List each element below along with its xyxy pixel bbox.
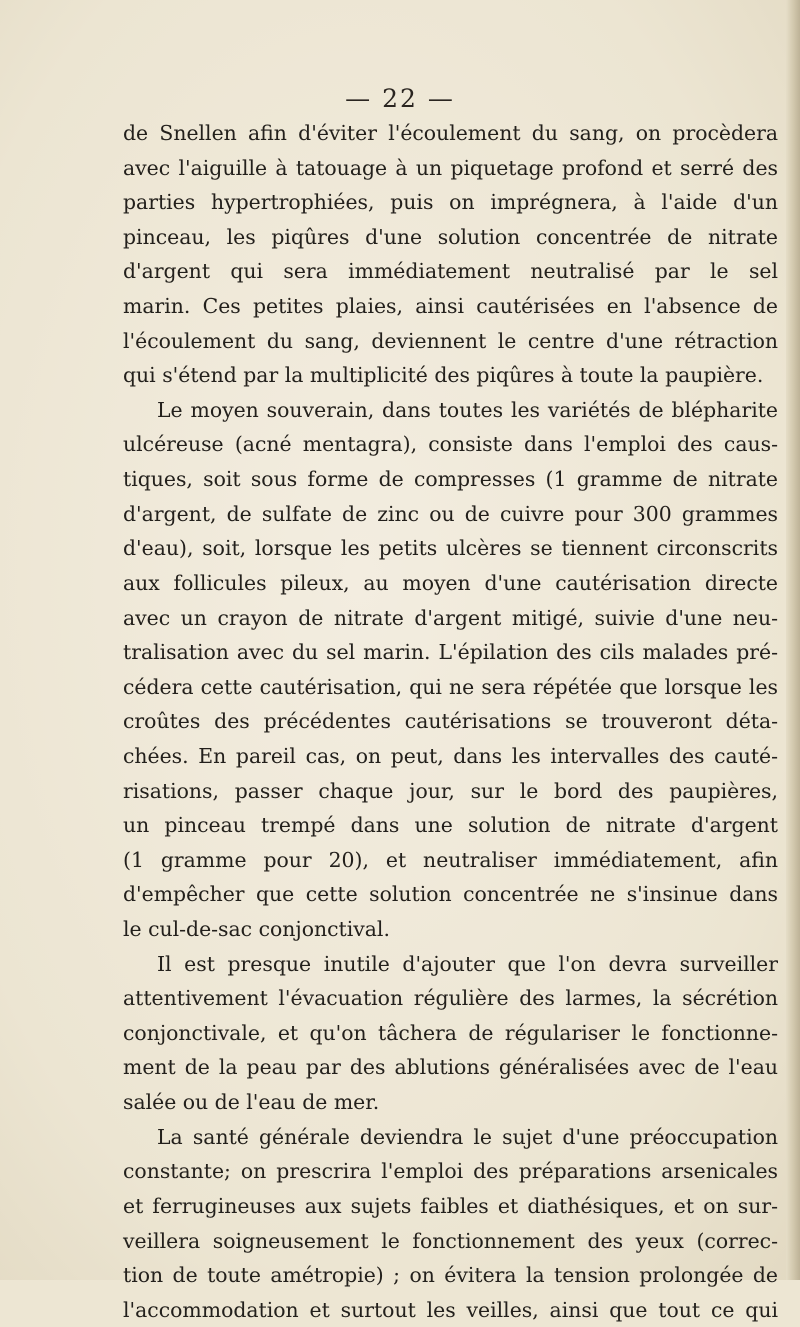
text-line: avec l'aiguille à tatouage à un piquetage profond et serré des <box>123 155 778 180</box>
text-line: un pinceau trempé dans une solution de nitrate d'argent <box>123 813 778 838</box>
text-line: veillera soigneusement le fonctionnement des yeux (correc- <box>123 1228 778 1253</box>
text-line: salée ou de l'eau de mer. <box>123 1090 380 1115</box>
text-line: d'empêcher que cette solution concentrée ne s'insinue dans <box>123 882 778 907</box>
paragraph <box>123 1120 778 1327</box>
text-line: marin. Ces petites plaies, ainsi cautérisées en l'absence de <box>123 294 778 319</box>
text-line: le cul-de-sac conjonctival. <box>123 917 390 942</box>
text-line: (1 gramme pour 20), et neutraliser immédiatement, afin <box>123 847 778 872</box>
text-line: qui s'étend par la multiplicité des piqûres à toute la paupière. <box>123 363 764 388</box>
text-line: risations, passer chaque jour, sur le bord des paupières, <box>123 778 778 803</box>
text-line: et ferrugineuses aux sujets faibles et diathésiques, et on sur- <box>123 1193 778 1218</box>
text-line: aux follicules pileux, au moyen d'une cautérisation directe <box>123 570 778 595</box>
text-line: tiques, soit sous forme de compresses (1 gramme de nitrate <box>123 467 778 492</box>
text-line: tion de toute amétropie) ; on évitera la tension prolongée de <box>123 1263 778 1288</box>
text-line: l'écoulement du sang, deviennent le centre d'une rétraction <box>123 328 778 353</box>
text-line: chées. En pareil cas, on peut, dans les intervalles des cauté- <box>123 743 778 768</box>
text-line: pinceau, les piqûres d'une solution concentrée de nitrate <box>123 224 778 249</box>
text-line: Le moyen souverain, dans toutes les variétés de blépharite <box>157 397 778 422</box>
page-edge <box>786 0 800 1280</box>
text-line: d'eau), soit, lorsque les petits ulcères se tiennent circonscrits <box>123 536 778 561</box>
text-line: Il est presque inutile d'ajouter que l'on devra surveiller <box>157 951 778 976</box>
body-text <box>123 116 778 1327</box>
text-line: cédera cette cautérisation, qui ne sera répétée que lorsque les <box>123 674 778 699</box>
text-line: ulcéreuse (acné mentagra), consiste dans l'emploi des caus- <box>123 432 778 457</box>
text-line: d'argent, de sulfate de zinc ou de cuivre pour 300 grammes <box>123 501 778 526</box>
paragraph <box>123 947 778 1120</box>
text-line: conjonctivale, et qu'on tâchera de régulariser le fonctionne- <box>123 1020 778 1045</box>
text-line: tralisation avec du sel marin. L'épilation des cils malades pré- <box>123 640 778 665</box>
text-line: La santé générale deviendra le sujet d'une préoccupation <box>157 1124 778 1149</box>
text-line: avec un crayon de nitrate d'argent mitigé, suivie d'une neu- <box>123 605 778 630</box>
text-line: d'argent qui sera immédiatement neutralisé par le sel <box>123 259 778 284</box>
text-line: attentivement l'évacuation régulière des larmes, la sécrétion <box>123 986 778 1011</box>
text-line: croûtes des précédentes cautérisations se trouveront déta- <box>123 709 778 734</box>
text-line: l'accommodation et surtout les veilles, ainsi que tout ce qui <box>123 1297 778 1322</box>
paragraph <box>123 116 778 393</box>
page-number: — 22 — <box>345 84 455 113</box>
text-line: ment de la peau par des ablutions généralisées avec de l'eau <box>123 1055 778 1080</box>
text-line: constante; on prescrira l'emploi des préparations arsenicales <box>123 1159 778 1184</box>
paragraph <box>123 393 778 947</box>
text-line: de Snellen afin d'éviter l'écoulement du sang, on procèdera <box>123 121 778 145</box>
text-line: parties hypertrophiées, puis on imprégnera, à l'aide d'un <box>123 190 778 215</box>
